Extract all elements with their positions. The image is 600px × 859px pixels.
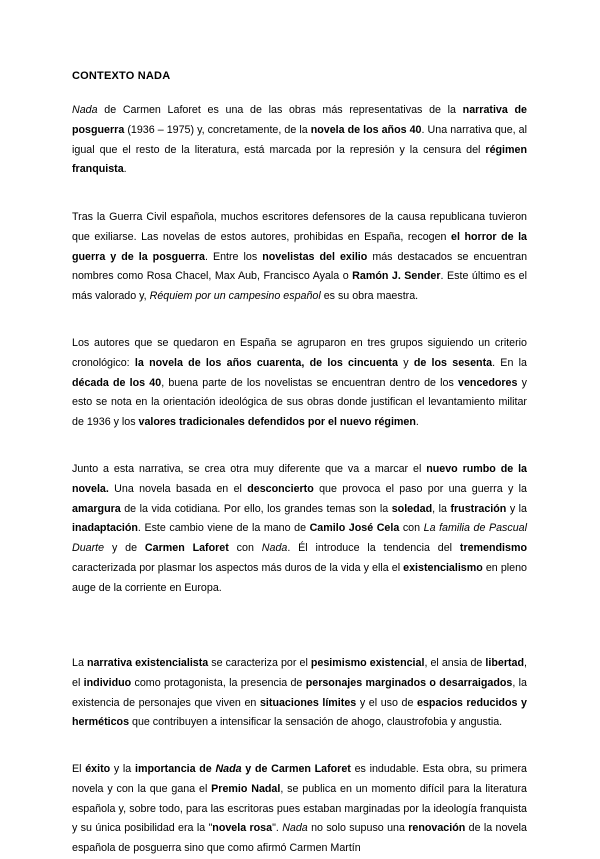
text-run: y bbox=[397, 356, 414, 369]
text-run: Carmen Laforet bbox=[144, 542, 229, 555]
text-run: éxito bbox=[85, 763, 111, 775]
text-run: valores tradicionales defendidos por el nuevo régimen bbox=[138, 416, 416, 429]
text-run: con bbox=[228, 542, 262, 555]
text-run: que provoca el paso por una guerra y la bbox=[313, 482, 527, 495]
text-run: y la bbox=[506, 502, 528, 515]
text-run: amargura bbox=[72, 502, 121, 515]
text-run: el horror de la guerra y de la posguerra bbox=[72, 230, 527, 263]
text-run: Tras la Guerra Civil española, muchos escritores defensores de la causa republicana tuvieron que exiliarse. Las novelas de estos autores, prohibidas en España, recogen bbox=[72, 211, 527, 243]
text-run: novela rosa bbox=[212, 822, 273, 835]
text-run: Réquiem por un campesino español bbox=[149, 290, 321, 303]
text-run: pesimismo existencial bbox=[310, 657, 425, 669]
text-run: El bbox=[72, 763, 86, 775]
text-run: Los autores que se quedaron en España se agruparon en tres grupos siguiendo un criterio cronológico: bbox=[72, 337, 527, 369]
text-run: , el ansia de bbox=[424, 657, 486, 669]
text-run: Una novela basada en el bbox=[108, 482, 248, 495]
paragraph-existentialist-narrative bbox=[72, 654, 527, 733]
text-run: es indudable. Esta obra, su primera novela y con la que gana el bbox=[72, 763, 527, 795]
text-run: Nada bbox=[282, 822, 308, 835]
paragraph-exile-novelists bbox=[72, 208, 527, 307]
text-run: no solo supuso una bbox=[307, 822, 409, 835]
text-run: . Una narrativa que, al igual que el resto de la literatura, está marcada por la represión y la censura del bbox=[72, 123, 528, 156]
text-run: individuo bbox=[83, 676, 132, 689]
text-run: nuevo rumbo de la novela. bbox=[72, 463, 527, 495]
text-run: , la bbox=[432, 502, 451, 515]
text-run: vencedores bbox=[458, 376, 518, 389]
paragraph-nada-intro bbox=[72, 101, 527, 180]
text-run: libertad bbox=[485, 657, 525, 669]
text-run: narrativa de posguerra bbox=[72, 104, 527, 136]
text-run: novelistas del exilio bbox=[262, 250, 368, 263]
text-run: narrativa existencialista bbox=[86, 657, 209, 669]
text-run: y la bbox=[110, 763, 135, 775]
document-heading: CONTEXTO NADA bbox=[72, 70, 171, 82]
text-run: . Él introduce la tendencia del bbox=[287, 542, 460, 555]
text-run: y el uso de bbox=[356, 696, 418, 709]
text-run: Camilo José Cela bbox=[309, 522, 400, 535]
text-run: , el bbox=[72, 657, 527, 689]
text-run: como protagonista, la presencia de bbox=[131, 676, 306, 689]
text-run: renovación bbox=[408, 822, 466, 835]
text-run: situaciones límites bbox=[259, 696, 357, 709]
text-run: caracterizada por plasmar los aspectos más duros de la vida y ella el bbox=[72, 561, 404, 574]
text-run: importancia de bbox=[134, 763, 216, 775]
text-run: frustración bbox=[450, 502, 507, 515]
paragraph-new-direction bbox=[72, 460, 527, 599]
text-run: , se publica en un momento difícil para la literatura española y, sobre todo, para las escritoras pues estaban marginadas por la ideología franquista y su única posibilidad era la " bbox=[72, 782, 527, 835]
paragraph-success-of-nada bbox=[72, 760, 527, 859]
text-run: existencialismo bbox=[403, 561, 483, 574]
text-run: Premio Nadal bbox=[211, 782, 281, 795]
text-run: de los sesenta bbox=[413, 356, 493, 369]
text-run: . En la bbox=[492, 356, 527, 369]
text-run: Junto a esta narrativa, se crea otra muy diferente que va a marcar el bbox=[72, 463, 427, 475]
text-run: que contribuyen a intensificar la sensación de ahogo, claustrofobia y angustia. bbox=[129, 716, 503, 729]
text-run: y esto se nota en la orientación ideológica de sus obras donde justifican el levantamiento militar de 1936 y los bbox=[72, 376, 527, 429]
text-run: la novela de los años cuarenta, de los cincuenta bbox=[134, 356, 398, 369]
text-run: tremendismo bbox=[459, 542, 528, 555]
text-run: en pleno auge de la corriente en Europa. bbox=[72, 561, 527, 594]
text-run: régimen franquista bbox=[72, 143, 527, 176]
text-run: y de Carmen Laforet bbox=[241, 763, 351, 775]
text-run: , la existencia de personajes que viven en bbox=[72, 676, 527, 709]
text-run: (1936 – 1975) y, concretamente, de la bbox=[124, 123, 311, 136]
paragraph-authors-in-spain bbox=[72, 334, 527, 433]
text-run: . bbox=[415, 416, 419, 429]
text-run: La familia de Pascual Duarte bbox=[72, 522, 527, 555]
text-run: Ramón J. Sender bbox=[352, 270, 441, 283]
text-run: inadaptación bbox=[72, 522, 138, 535]
text-run: . Entre los bbox=[204, 250, 263, 263]
text-run: espacios reducidos y herméticos bbox=[72, 696, 527, 729]
text-run: y de bbox=[104, 542, 145, 555]
text-run: es su obra maestra. bbox=[320, 290, 419, 303]
text-run: ". bbox=[272, 822, 283, 835]
text-run: Nada bbox=[215, 763, 242, 775]
text-run: se caracteriza por el bbox=[208, 657, 311, 669]
text-run: desconcierto bbox=[247, 482, 314, 495]
text-run: década de los 40 bbox=[72, 376, 162, 389]
text-run: novela de los años 40 bbox=[310, 123, 422, 136]
text-run: personajes marginados o desarraigados bbox=[305, 676, 513, 689]
text-run: de la vida cotidiana. Por ello, los grandes temas son la bbox=[120, 502, 392, 515]
text-run: soledad bbox=[391, 502, 433, 515]
text-run: , buena parte de los novelistas se encuentran dentro de los bbox=[161, 376, 459, 389]
text-run: más destacados se encuentran nombres como Rosa Chacel, Max Aub, Francisco Ayala o bbox=[72, 250, 528, 283]
text-run: de Carmen Laforet es una de las obras más representativas de la bbox=[97, 104, 463, 116]
text-run: de la novela española de posguerra sino que como afirmó Carmen Martín bbox=[72, 822, 528, 855]
text-run: . bbox=[123, 163, 127, 176]
text-run: Nada bbox=[261, 542, 288, 555]
text-run: . Este cambio viene de la mano de bbox=[137, 522, 310, 535]
text-run: con bbox=[399, 522, 424, 535]
text-run: Nada bbox=[72, 104, 98, 116]
text-run: . Este último es el más valorado y, bbox=[72, 270, 527, 303]
text-run: La bbox=[72, 657, 87, 669]
